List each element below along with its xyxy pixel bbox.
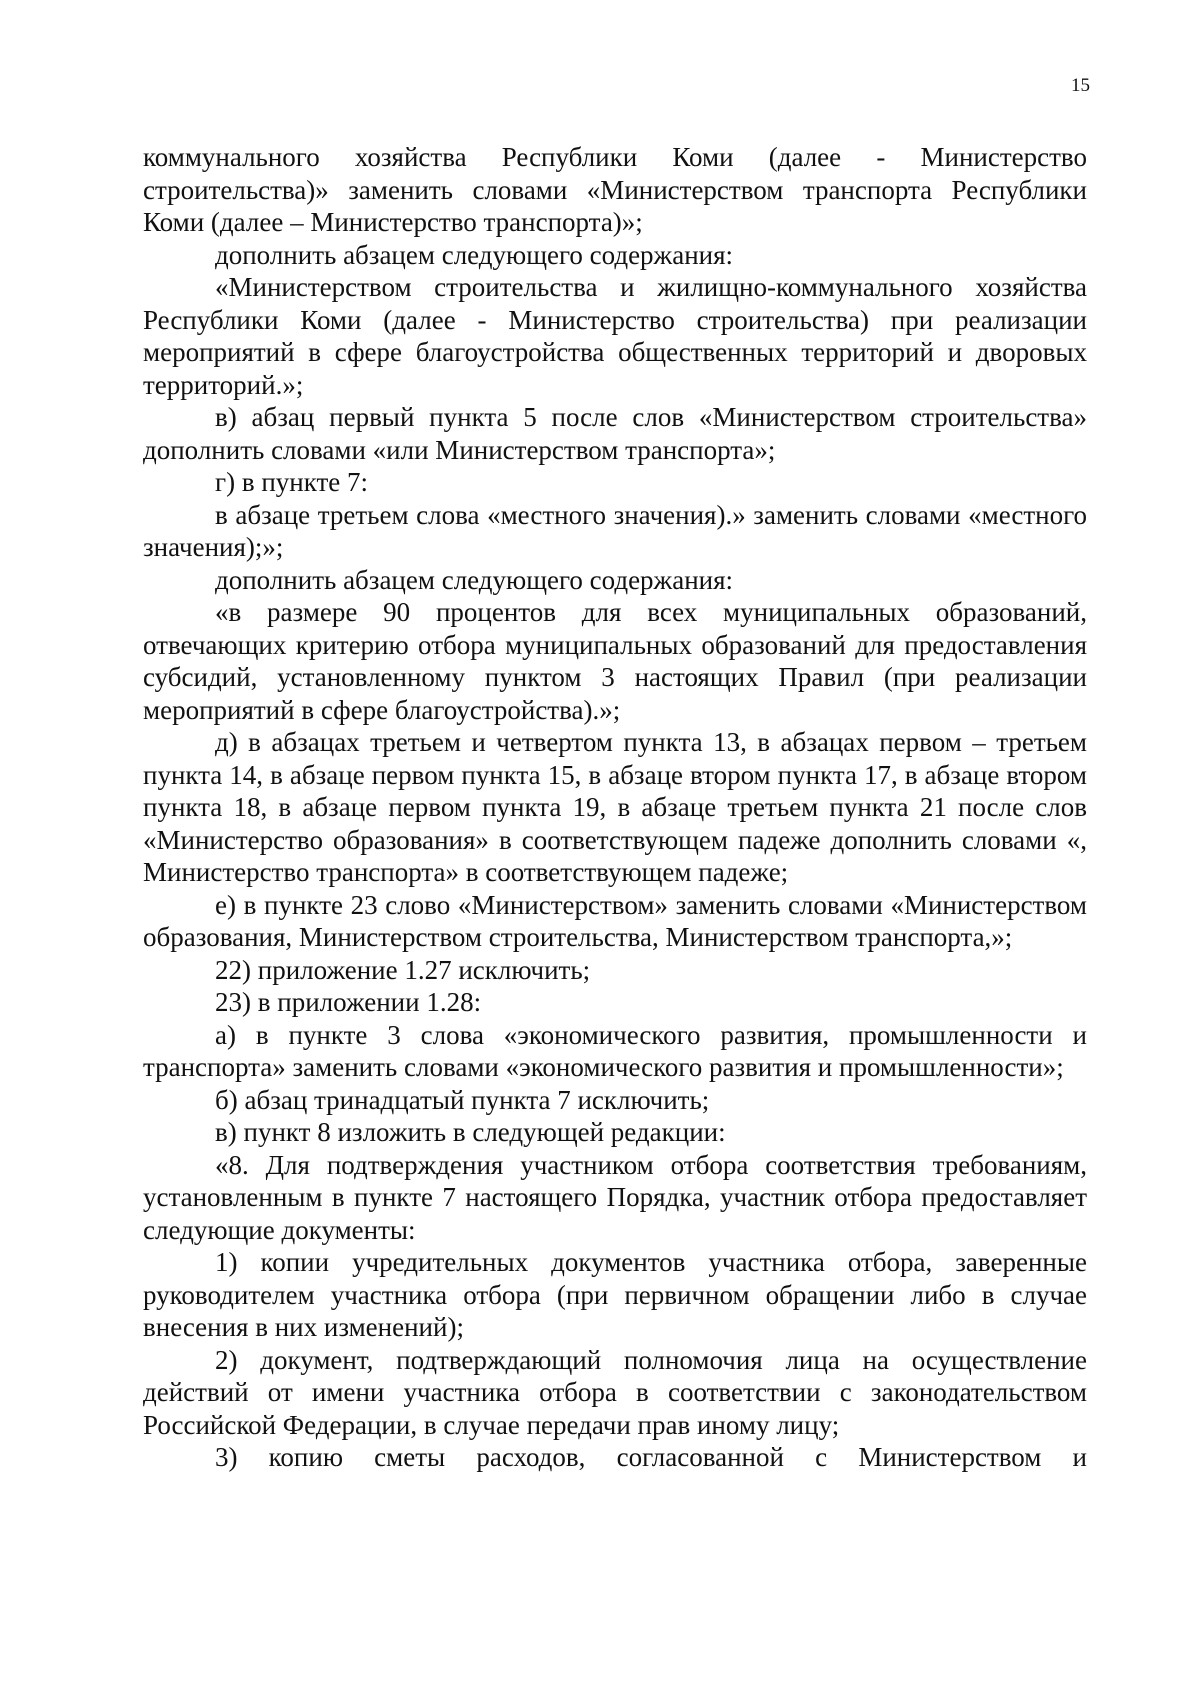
paragraph: д) в абзацах третьем и четвертом пункта 13, в абзацах первом – третьем пункта 14, в абзаце первом пункта 15, в абзаце втором пункта 17, в абзаце втором пункта 18, в абзаце первом пункта 19, в абзаце третьем пункта 21 после слов «Министерство образования» в соответствующем падеже дополнить словами «, Министерство транспорта» в соответствующем падеже; — [143, 727, 1087, 887]
paragraph: а) в пункте 3 слова «экономического развития, промышленности и транспорта» заменить словами «экономического развития и промышленности»; — [143, 1019, 1087, 1082]
paragraph: в) абзац первый пункта 5 после слов «Министерством строительства» дополнить словами «или Министерством транспорта»; — [143, 402, 1087, 465]
page-number: 15 — [1071, 75, 1090, 96]
paragraph: «Министерством строительства и жилищно-коммунального хозяйства Республики Коми (далее - Министерство строительства) при реализации мероприятий в сфере благоустройства общественных территорий и дворовых территорий.»; — [143, 272, 1087, 400]
paragraph: г) в пункте 7: — [215, 467, 369, 497]
paragraph: б) абзац тринадцатый пункта 7 исключить; — [215, 1084, 710, 1115]
paragraph: 1) копии учредительных документов участника отбора, заверенные руководителем участника отбора (при первичном обращении либо в случае внесения в них изменений); — [143, 1247, 1087, 1342]
paragraph: дополнить абзацем следующего содержания: — [215, 564, 734, 595]
paragraph: 23) в приложении 1.28: — [215, 987, 482, 1017]
paragraph: в абзаце третьем слова «местного значения).» заменить словами «местного значения);»; — [143, 499, 1087, 562]
document-body — [143, 141, 1087, 1474]
paragraph: дополнить абзацем следующего содержания: — [215, 239, 734, 270]
paragraph: 22) приложение 1.27 исключить; — [215, 954, 591, 985]
paragraph: «8. Для подтверждения участником отбора соответствия требованиям, установленным в пункте 7 настоящего Порядка, участник отбора предоставляет следующие документы: — [143, 1149, 1087, 1245]
paragraph: е) в пункте 23 слово «Министерством» заменить словами «Министерством образования, Министерством строительства, Министерством транспорта,»; — [143, 889, 1087, 952]
paragraph: коммунального хозяйства Республики Коми (далее - Министерство строительства)» заменить словами «Министерством транспорта Республики Коми (далее – Министерство транспорта)»; — [143, 142, 1087, 237]
paragraph: 2) документ, подтверждающий полномочия лица на осуществление действий от имени участника отбора в соответствии с законодательством Российской Федерации, в случае передачи прав иному лицу; — [143, 1344, 1087, 1440]
paragraph: «в размере 90 процентов для всех муниципальных образований, отвечающих критерию отбора муниципальных образований для предоставления субсидий, установленному пунктом 3 настоящих Правил (при реализации мероприятий в сфере благоустройства).»; — [143, 597, 1087, 725]
paragraph: 3) копию сметы расходов, согласованной с Министерством и — [215, 1442, 1087, 1472]
paragraph: в) пункт 8 изложить в следующей редакции: — [215, 1117, 726, 1147]
